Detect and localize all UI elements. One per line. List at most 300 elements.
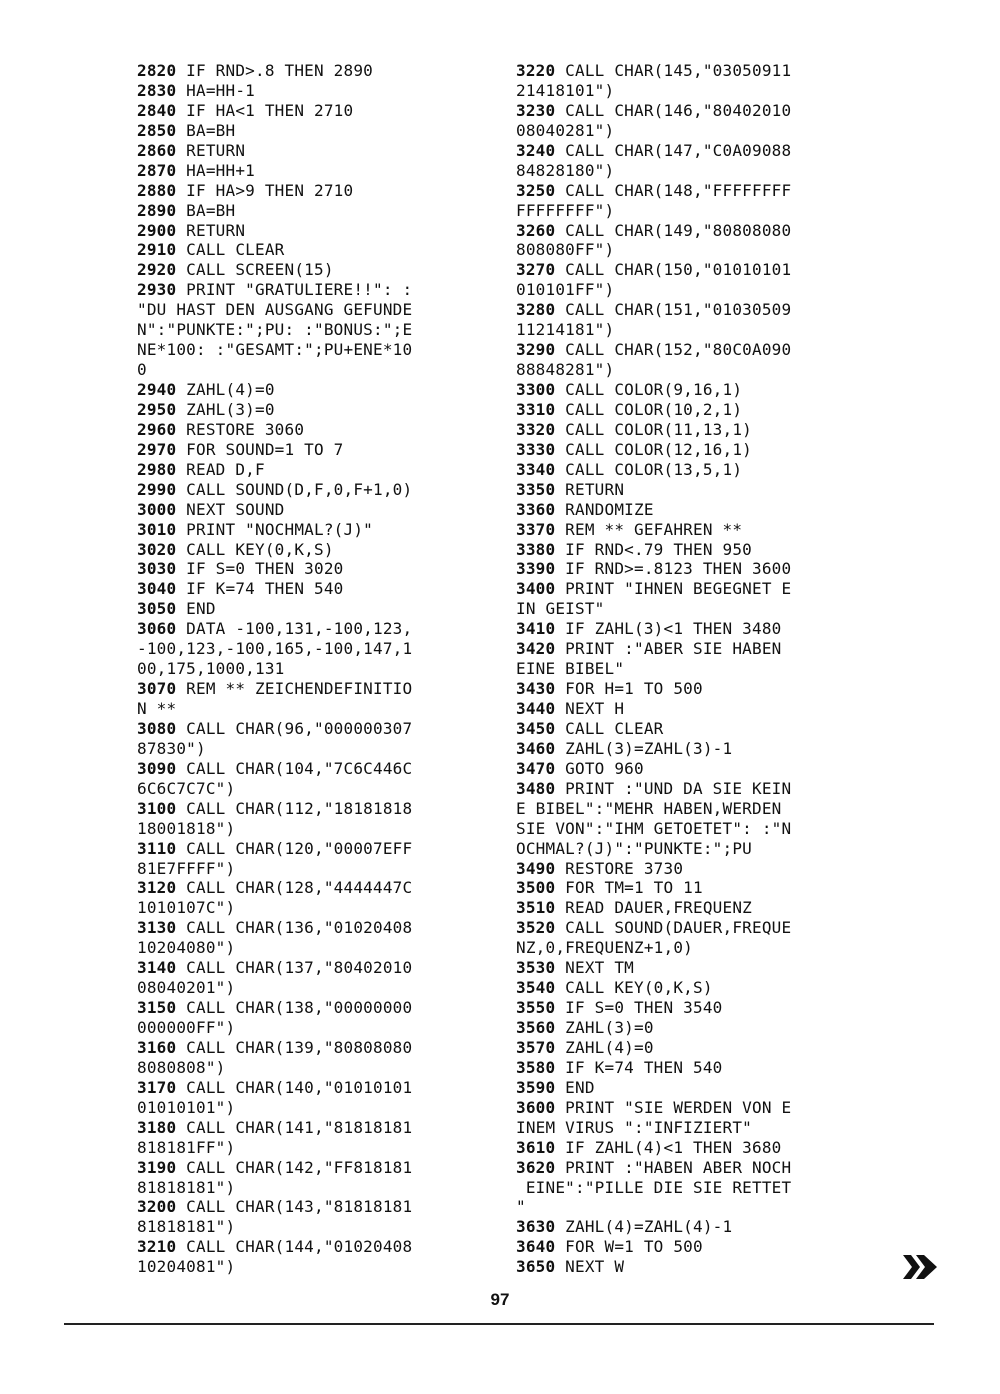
code-statement: 21418101")	[516, 80, 615, 100]
listing-right-column	[516, 61, 876, 1277]
line-number: 3350	[516, 479, 556, 499]
code-line	[516, 1257, 876, 1277]
code-statement: CALL KEY(0,K,S)	[555, 978, 713, 998]
line-number: 3550	[516, 998, 556, 1018]
code-statement: IF S=0 THEN 3020	[176, 559, 344, 579]
line-number: 3180	[137, 1117, 177, 1137]
line-number: 3440	[516, 699, 556, 718]
continue-arrow-icon	[902, 1253, 938, 1281]
code-line	[516, 400, 876, 420]
line-number: 3070	[137, 679, 177, 699]
code-statement: 08040281")	[516, 120, 615, 140]
line-number: 3120	[137, 878, 177, 898]
code-line	[516, 520, 876, 540]
code-line	[516, 1098, 876, 1118]
code-line	[516, 61, 876, 81]
code-statement: ZAHL(4)=0	[555, 1037, 654, 1057]
code-statement: OCHMAL?(J)":"PUNKTE:";PU	[516, 838, 752, 858]
line-number: 3510	[516, 898, 556, 918]
line-number: 3540	[516, 978, 556, 998]
code-statement: 81E7FFFF")	[137, 858, 236, 878]
code-line	[137, 340, 497, 360]
code-statement: 10204080")	[137, 938, 236, 958]
code-line	[137, 141, 497, 161]
code-line	[137, 719, 497, 739]
code-statement: END	[555, 1077, 595, 1097]
code-line	[137, 699, 497, 719]
code-statement: IF RND>.8 THEN 2890	[176, 61, 373, 80]
line-number: 3170	[137, 1077, 177, 1097]
code-statement: CALL CHAR(128,"4444447C	[176, 878, 413, 898]
line-number: 3430	[516, 679, 556, 699]
code-line	[137, 181, 497, 201]
code-statement: -100,123,-100,165,-100,147,1	[137, 639, 413, 659]
code-statement: CALL KEY(0,K,S)	[176, 539, 334, 559]
line-number: 3530	[516, 958, 556, 978]
code-line	[516, 161, 876, 181]
code-line	[137, 1018, 497, 1038]
code-line	[516, 141, 876, 161]
line-number: 3220	[516, 61, 556, 80]
code-line	[137, 819, 497, 839]
code-statement: IF ZAHL(3)<1 THEN 3480	[555, 619, 782, 639]
code-line	[137, 540, 497, 560]
code-line	[137, 440, 497, 460]
code-line	[516, 480, 876, 500]
code-line	[516, 280, 876, 300]
line-number: 3210	[137, 1237, 177, 1257]
line-number: 3050	[137, 599, 177, 619]
code-statement: ZAHL(3)=0	[555, 1018, 654, 1037]
code-line	[137, 240, 497, 260]
code-line	[516, 221, 876, 241]
code-statement: CALL CHAR(96,"000000307	[176, 718, 413, 738]
code-line	[137, 420, 497, 440]
line-number: 2990	[137, 479, 177, 499]
code-statement: 808080FF")	[516, 240, 615, 260]
line-number: 3300	[516, 380, 556, 399]
code-line	[516, 101, 876, 121]
line-number: 3580	[516, 1057, 556, 1077]
code-statement: CALL CHAR(151,"01030509	[555, 300, 792, 320]
line-number: 2850	[137, 120, 177, 140]
line-number: 2860	[137, 140, 177, 160]
line-number: 3390	[516, 559, 556, 579]
code-line	[516, 500, 876, 520]
code-line	[516, 779, 876, 799]
code-line	[516, 1078, 876, 1098]
code-line	[516, 859, 876, 879]
code-statement: NEXT TM	[555, 958, 635, 978]
code-line	[516, 918, 876, 938]
line-number: 3200	[137, 1197, 177, 1217]
code-statement: 6C6C7C7C")	[137, 778, 236, 798]
code-line	[516, 460, 876, 480]
code-statement: N **	[137, 699, 177, 718]
code-line	[137, 300, 497, 320]
code-statement: FFFFFFFF")	[516, 200, 615, 220]
line-number: 3630	[516, 1217, 556, 1237]
code-statement: CALL COLOR(12,16,1)	[555, 439, 752, 459]
code-line	[516, 300, 876, 320]
code-line	[516, 839, 876, 859]
code-statement: CALL CHAR(152,"80C0A090	[555, 340, 792, 360]
code-statement: RETURN	[555, 479, 625, 499]
code-line	[137, 1038, 497, 1058]
code-statement: 010101FF")	[516, 280, 615, 300]
line-number: 3650	[516, 1257, 556, 1277]
line-number: 2980	[137, 459, 177, 479]
line-number: 3260	[516, 220, 556, 240]
code-line	[137, 1058, 497, 1078]
code-statement: CALL CHAR(120,"00007EFF	[176, 838, 413, 858]
line-number: 3570	[516, 1037, 556, 1057]
code-statement: 81818181")	[137, 1177, 236, 1197]
line-number: 3500	[516, 878, 556, 898]
code-statement: CALL CLEAR	[555, 718, 664, 738]
code-statement: CALL CHAR(146,"80402010	[555, 100, 792, 120]
code-line	[516, 559, 876, 579]
code-line	[137, 61, 497, 81]
code-statement: READ D,F	[176, 459, 265, 479]
code-statement: RESTORE 3730	[555, 858, 684, 878]
code-line	[137, 1178, 497, 1198]
code-line	[137, 400, 497, 420]
code-line	[137, 460, 497, 480]
code-line	[516, 340, 876, 360]
code-statement: N":"PUNKTE:";PU: :"BONUS:";E	[137, 320, 413, 340]
code-line	[516, 1058, 876, 1078]
code-line	[137, 81, 497, 101]
code-statement: 0	[137, 360, 147, 380]
code-line	[516, 1118, 876, 1138]
line-number: 2870	[137, 160, 177, 180]
code-line	[516, 201, 876, 221]
line-number: 3240	[516, 140, 556, 160]
line-number: 3190	[137, 1157, 177, 1177]
code-statement: 84828180")	[516, 160, 615, 180]
code-line	[516, 260, 876, 280]
code-statement: SIE VON":"IHM GETOETET": :"N	[516, 818, 792, 838]
line-number: 3040	[137, 579, 177, 599]
code-line	[137, 739, 497, 759]
code-statement: 1010107C")	[137, 898, 236, 918]
line-number: 3490	[516, 858, 556, 878]
code-statement: RETURN	[176, 140, 246, 160]
code-statement: FOR TM=1 TO 11	[555, 878, 703, 898]
code-line	[137, 1078, 497, 1098]
footer-rule	[64, 1323, 934, 1325]
code-line	[516, 699, 876, 719]
code-statement: IF K=74 THEN 540	[555, 1057, 723, 1077]
line-number: 2830	[137, 80, 177, 100]
code-statement: NEXT H	[555, 699, 625, 718]
line-number: 2930	[137, 280, 177, 300]
code-statement: CALL CHAR(137,"80402010	[176, 958, 413, 978]
code-statement: 11214181")	[516, 320, 615, 340]
line-number: 3280	[516, 300, 556, 320]
code-line	[137, 280, 497, 300]
code-statement: PRINT :"HABEN ABER NOCH	[555, 1157, 792, 1177]
code-line	[516, 619, 876, 639]
code-statement: CALL CHAR(148,"FFFFFFFF	[555, 180, 792, 200]
code-statement: PRINT "GRATULIERE!!": :	[176, 280, 413, 300]
code-line	[137, 221, 497, 241]
code-statement: GOTO 960	[555, 758, 644, 778]
code-line	[516, 898, 876, 918]
line-number: 2920	[137, 260, 177, 280]
code-line	[137, 799, 497, 819]
code-statement: 818181FF")	[137, 1137, 236, 1157]
code-line	[137, 1197, 497, 1217]
code-statement: CALL SOUND(DAUER,FREQUE	[555, 918, 792, 938]
code-line	[137, 1138, 497, 1158]
code-statement: 01010101")	[137, 1097, 236, 1117]
line-number: 3310	[516, 399, 556, 419]
code-statement: EINE BIBEL"	[516, 659, 625, 679]
code-line	[516, 420, 876, 440]
code-line	[137, 480, 497, 500]
line-number: 3380	[516, 539, 556, 559]
code-line	[137, 978, 497, 998]
code-line	[137, 679, 497, 699]
code-line	[137, 559, 497, 579]
code-line	[137, 759, 497, 779]
code-line	[516, 1217, 876, 1237]
code-line	[516, 679, 876, 699]
code-line	[137, 918, 497, 938]
code-line	[516, 599, 876, 619]
code-line	[516, 360, 876, 380]
code-line	[137, 1257, 497, 1277]
code-statement: RANDOMIZE	[555, 499, 654, 519]
line-number: 3420	[516, 639, 556, 659]
line-number: 2840	[137, 100, 177, 120]
code-line	[516, 819, 876, 839]
line-number: 3360	[516, 499, 556, 519]
line-number: 3340	[516, 459, 556, 479]
line-number: 3290	[516, 340, 556, 360]
code-line	[137, 1098, 497, 1118]
code-line	[516, 739, 876, 759]
code-statement: 10204081")	[137, 1257, 236, 1277]
line-number: 3090	[137, 758, 177, 778]
code-line	[516, 121, 876, 141]
code-statement: REM ** ZEICHENDEFINITIO	[176, 679, 413, 699]
line-number: 3080	[137, 718, 177, 738]
code-statement: END	[176, 599, 216, 619]
code-statement: BA=BH	[176, 200, 236, 220]
code-statement: PRINT "SIE WERDEN VON E	[555, 1097, 792, 1117]
code-statement: CALL CHAR(145,"03050911	[555, 61, 792, 80]
code-line	[137, 958, 497, 978]
line-number: 3460	[516, 738, 556, 758]
code-line	[516, 1158, 876, 1178]
line-number: 2820	[137, 61, 177, 80]
code-statement: CALL CHAR(144,"01020408	[176, 1237, 413, 1257]
line-number: 3450	[516, 718, 556, 738]
code-line	[516, 181, 876, 201]
code-line	[137, 779, 497, 799]
line-number: 2960	[137, 419, 177, 439]
line-number: 3410	[516, 619, 556, 639]
line-number: 3330	[516, 439, 556, 459]
code-line	[516, 878, 876, 898]
code-statement: CALL CHAR(112,"18181818	[176, 798, 413, 818]
code-statement: CALL CHAR(150,"01010101	[555, 260, 792, 280]
line-number: 3610	[516, 1137, 556, 1157]
line-number: 3320	[516, 419, 556, 439]
line-number: 3250	[516, 180, 556, 200]
line-number: 3060	[137, 619, 177, 639]
code-statement: BA=BH	[176, 120, 236, 140]
line-number: 3100	[137, 798, 177, 818]
code-statement: NEXT SOUND	[176, 499, 285, 519]
code-line	[516, 938, 876, 958]
code-line	[516, 978, 876, 998]
line-number: 3270	[516, 260, 556, 280]
code-line	[516, 639, 876, 659]
code-line	[137, 878, 497, 898]
code-statement: ZAHL(3)=ZAHL(3)-1	[555, 738, 733, 758]
code-line	[137, 938, 497, 958]
line-number: 2890	[137, 200, 177, 220]
line-number: 3020	[137, 539, 177, 559]
code-line	[137, 260, 497, 280]
code-line	[516, 1197, 876, 1217]
code-line	[137, 898, 497, 918]
line-number: 3560	[516, 1018, 556, 1037]
line-number: 3010	[137, 519, 177, 539]
code-statement: CALL CHAR(141,"81818181	[176, 1117, 413, 1137]
code-line	[516, 1038, 876, 1058]
code-line	[137, 619, 497, 639]
code-line	[516, 1138, 876, 1158]
code-statement: CALL CHAR(136,"01020408	[176, 918, 413, 938]
line-number: 3110	[137, 838, 177, 858]
code-line	[516, 380, 876, 400]
line-number: 3470	[516, 758, 556, 778]
line-number: 3160	[137, 1037, 177, 1057]
code-line	[137, 1217, 497, 1237]
code-statement: NZ,0,FREQUENZ+1,0)	[516, 938, 693, 958]
code-statement: FOR H=1 TO 500	[555, 679, 703, 699]
code-line	[516, 759, 876, 779]
code-line	[516, 240, 876, 260]
code-statement: HA=HH-1	[176, 80, 256, 100]
code-line	[516, 659, 876, 679]
line-number: 3140	[137, 958, 177, 978]
code-line	[516, 1237, 876, 1257]
code-statement: CALL CHAR(139,"80808080	[176, 1037, 413, 1057]
code-statement: IF HA<1 THEN 2710	[176, 100, 354, 120]
code-statement: E BIBEL":"MEHR HABEN,WERDEN	[516, 798, 782, 818]
code-line	[137, 201, 497, 221]
line-number: 3620	[516, 1157, 556, 1177]
code-line	[516, 81, 876, 101]
code-statement: "DU HAST DEN AUSGANG GEFUNDE	[137, 300, 413, 320]
code-statement: CALL COLOR(13,5,1)	[555, 459, 743, 479]
code-statement: PRINT "IHNEN BEGEGNET E	[555, 579, 792, 599]
line-number: 2880	[137, 180, 177, 200]
code-statement: EINE":"PILLE DIE SIE RETTET	[516, 1177, 792, 1197]
code-statement: CALL CLEAR	[176, 240, 285, 260]
code-statement: NE*100: :"GESAMT:";PU+ENE*10	[137, 340, 413, 360]
code-line	[516, 958, 876, 978]
code-line	[516, 1018, 876, 1038]
line-number: 3520	[516, 918, 556, 938]
code-statement: 18001818")	[137, 818, 236, 838]
line-number: 3600	[516, 1097, 556, 1117]
code-statement: CALL COLOR(10,2,1)	[555, 399, 743, 419]
code-statement: ZAHL(4)=0	[176, 380, 275, 399]
code-line	[137, 639, 497, 659]
code-line	[137, 380, 497, 400]
code-statement: 81818181")	[137, 1217, 236, 1237]
code-statement: 87830")	[137, 738, 206, 758]
code-statement: IF K=74 THEN 540	[176, 579, 344, 599]
code-line	[137, 1158, 497, 1178]
code-statement: IF RND>=.8123 THEN 3600	[555, 559, 792, 579]
code-line	[137, 161, 497, 181]
code-statement: CALL CHAR(140,"01010101	[176, 1077, 413, 1097]
line-number: 3400	[516, 579, 556, 599]
code-line	[137, 839, 497, 859]
code-statement: 00,175,1000,131	[137, 659, 285, 679]
code-statement: IF HA>9 THEN 2710	[176, 180, 354, 200]
code-line	[137, 520, 497, 540]
line-number: 2910	[137, 240, 177, 260]
code-statement: 88848281")	[516, 360, 615, 380]
code-statement: DATA -100,131,-100,123,	[176, 619, 413, 639]
line-number: 3370	[516, 519, 556, 539]
code-statement: REM ** GEFAHREN **	[555, 519, 743, 539]
code-statement: PRINT "NOCHMAL?(J)"	[176, 519, 373, 539]
line-number: 3000	[137, 499, 177, 519]
code-statement: CALL COLOR(11,13,1)	[555, 419, 752, 439]
line-number: 3150	[137, 998, 177, 1018]
code-line	[516, 440, 876, 460]
code-line	[137, 121, 497, 141]
code-line	[137, 360, 497, 380]
code-statement: 08040201")	[137, 978, 236, 998]
line-number: 3590	[516, 1077, 556, 1097]
code-line	[137, 101, 497, 121]
code-line	[516, 1178, 876, 1198]
code-statement: CALL CHAR(104,"7C6C446C	[176, 758, 413, 778]
code-statement: PRINT :"ABER SIE HABEN	[555, 639, 782, 659]
code-statement: ZAHL(3)=0	[176, 399, 275, 419]
code-statement: ZAHL(4)=ZAHL(4)-1	[555, 1217, 733, 1237]
code-statement: PRINT :"UND DA SIE KEIN	[555, 778, 792, 798]
code-statement: IF RND<.79 THEN 950	[555, 539, 752, 559]
line-number: 2940	[137, 380, 177, 399]
code-statement: CALL CHAR(149,"80808080	[555, 220, 792, 240]
page-number: 97	[490, 1290, 510, 1309]
code-statement: "	[516, 1197, 526, 1217]
code-statement: CALL COLOR(9,16,1)	[555, 380, 743, 399]
code-statement: RESTORE 3060	[176, 419, 305, 439]
code-line	[137, 1118, 497, 1138]
code-statement: IF S=0 THEN 3540	[555, 998, 723, 1018]
line-number: 3230	[516, 100, 556, 120]
code-line	[516, 540, 876, 560]
code-line	[137, 599, 497, 619]
line-number: 3480	[516, 778, 556, 798]
code-line	[137, 659, 497, 679]
code-line	[516, 579, 876, 599]
code-line	[516, 799, 876, 819]
